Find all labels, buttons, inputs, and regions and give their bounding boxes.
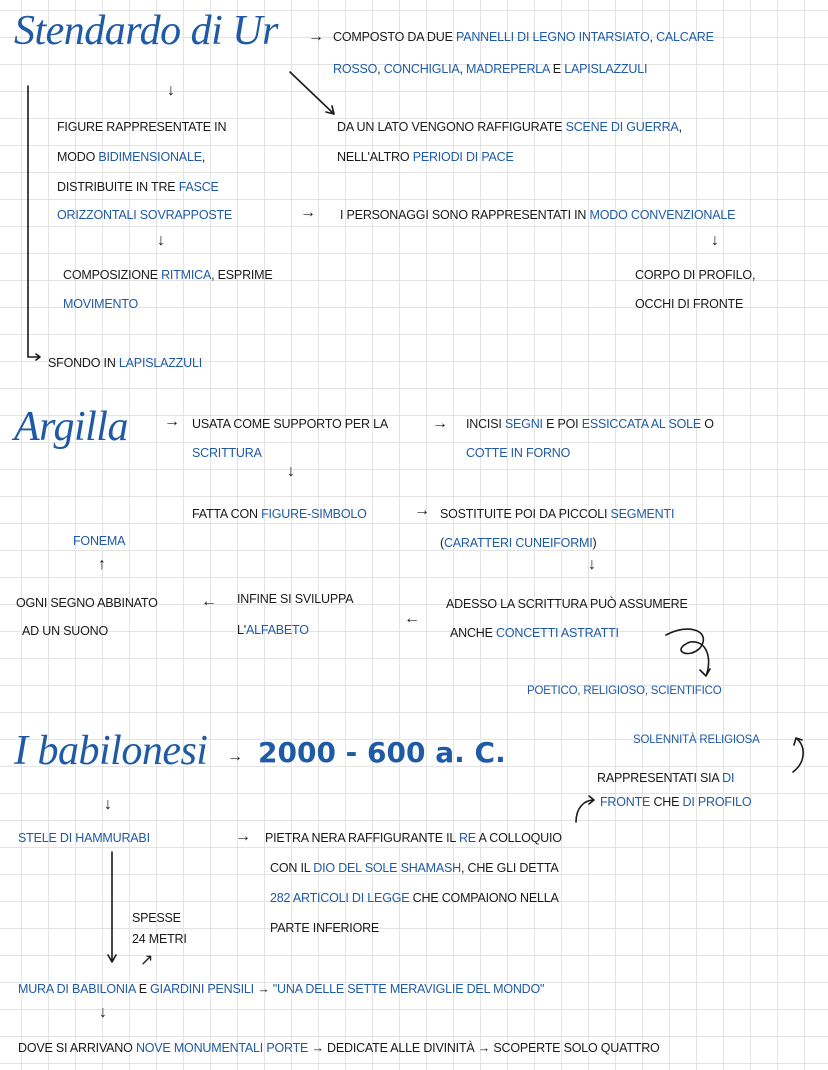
note-text: COMPOSTO DA DUE: [333, 30, 456, 44]
highlighted-text: "UNA DELLE SETTE MERAVIGLIE DEL MONDO": [272, 982, 545, 996]
note-line-s3-spesse1: [132, 911, 181, 926]
arrow-right-icon: →: [235, 828, 251, 845]
note-line-s2-adesso2: [450, 626, 619, 641]
note-text: ,: [377, 62, 384, 76]
note-text: , CHE GLI DETTA: [460, 861, 559, 875]
highlighted-text: BIDIMENSIONALE: [98, 150, 202, 164]
note-text: PIETRA NERA RAFFIGURANTE IL: [265, 831, 459, 845]
note-text: SPESSE: [132, 911, 181, 925]
note-text: FIGURE RAPPRESENTATE IN: [57, 120, 227, 134]
note-text: L': [237, 623, 246, 637]
note-line-s1-lato2: [337, 150, 514, 165]
note-text: DOVE SI ARRIVANO: [18, 1041, 136, 1055]
note-line-s2-ogni2: [22, 624, 108, 639]
arrow-left-icon: ←: [404, 610, 420, 627]
note-line-s1-lato1: [337, 120, 682, 135]
highlighted-text: POETICO, RELIGIOSO, SCIENTIFICO: [527, 685, 722, 697]
note-line-s3-rapp1: [597, 771, 734, 786]
note-line-s1-comp2: [333, 62, 647, 77]
note-text: 24 METRI: [132, 932, 187, 946]
highlighted-text: SOLENNITÀ RELIGIOSA: [633, 734, 760, 746]
highlighted-text: PANNELLI DI LEGNO INTARSIATO: [455, 30, 650, 44]
arrow-down-icon: ↓: [287, 463, 295, 480]
note-line-s3-spesse2: [132, 932, 187, 947]
note-text: ,: [201, 150, 206, 164]
arrow-right-icon: →: [300, 204, 316, 221]
note-text: ANCHE: [450, 626, 497, 640]
note-text: CHE COMPAIONO NELLA: [409, 891, 559, 905]
arrow-right-icon: →: [414, 502, 430, 519]
highlighted-text: FRONTE: [600, 795, 651, 809]
arrow-left-icon: ←: [201, 593, 217, 610]
note-line-s2-infine2: [237, 623, 309, 638]
note-line-s1-comp1: [333, 30, 714, 45]
note-text: ): [592, 536, 597, 550]
note-line-s3-pietra4: [270, 921, 379, 936]
note-line-s2-poetico: [527, 684, 721, 699]
arrow-down-icon: ↓: [104, 796, 112, 813]
note-text: MODO: [57, 150, 99, 164]
note-line-s2-adesso1: [446, 597, 688, 612]
note-line-s1-fig1: [57, 120, 226, 135]
note-line-s2-fatta: [192, 507, 367, 522]
note-line-s3-pietra3: [270, 891, 559, 906]
note-line-s2-sost1: [440, 507, 674, 522]
highlighted-text: ALFABETO: [245, 623, 309, 637]
date-range: 2000 - 600 a. C.: [258, 736, 506, 769]
arrow-right-icon: →: [308, 28, 324, 45]
note-line-s3-mura: [18, 982, 544, 997]
note-text: USATA COME SUPPORTO PER LA: [192, 417, 389, 431]
highlighted-text: GIARDINI PENSILI: [150, 982, 254, 996]
note-text: INFINE SI SVILUPPA: [237, 592, 354, 606]
highlighted-text: SHAMASH: [400, 861, 461, 875]
highlighted-text: MADREPERLA: [466, 62, 550, 76]
arrow-upright-icon: ↗: [140, 952, 154, 969]
note-line-s1-comp-r2: [63, 297, 138, 312]
curved-arrow-icon: [576, 796, 594, 822]
highlighted-text: FONEMA: [73, 534, 126, 548]
long-down-arrow-icon: [108, 852, 116, 962]
highlighted-text: MODO CONVENZIONALE: [589, 208, 736, 222]
title-stendardo-di-ur: Stendardo di Ur: [14, 8, 278, 54]
highlighted-text: DIO DEL SOLE: [313, 861, 398, 875]
highlighted-text: NOVE MONUMENTALI PORTE: [135, 1041, 309, 1055]
highlighted-text: CONCETTI ASTRATTI: [496, 626, 619, 640]
highlighted-text: CONCHIGLIA: [383, 62, 460, 76]
highlighted-text: MOVIMENTO: [63, 297, 139, 311]
highlighted-text: ORIZZONTALI SOVRAPPOSTE: [57, 208, 233, 222]
note-line-s1-corpo2: [635, 297, 743, 312]
note-line-s2-incisi1: [466, 417, 714, 432]
diagonal-arrow-icon: [290, 72, 334, 114]
note-line-s1-comp-r1: [63, 268, 273, 283]
note-line-s2-incisi2: [466, 446, 570, 461]
note-line-s3-solenn: [633, 733, 760, 748]
note-line-s1-pers: [340, 208, 735, 223]
note-text: INCISI: [466, 417, 505, 431]
note-line-s1-corpo1: [635, 268, 755, 283]
note-text: OGNI SEGNO ABBINATO: [16, 596, 158, 610]
highlighted-text: PERIODI DI PACE: [412, 150, 514, 164]
arrow-down-icon: ↓: [588, 556, 596, 573]
highlighted-text: COTTE IN FORNO: [466, 446, 571, 460]
note-text: CON IL: [270, 861, 314, 875]
note-text: E: [135, 982, 151, 996]
note-line-s3-stele: [18, 831, 150, 846]
note-text: SFONDO IN: [48, 356, 119, 370]
note-line-s1-fig4: [57, 208, 232, 223]
note-line-s2-sost2: [440, 536, 596, 551]
arrow-down-icon: ↓: [167, 82, 175, 99]
highlighted-text: MURA DI BABILONIA: [18, 982, 136, 996]
note-text: NELL'ALTRO: [337, 150, 413, 164]
note-line-s3-rapp2: [600, 795, 751, 810]
highlighted-text: DI: [722, 771, 735, 785]
note-line-s2-ogni1: [16, 596, 158, 611]
note-text: E POI: [542, 417, 582, 431]
note-text: OCCHI DI FRONTE: [635, 297, 744, 311]
highlighted-text: CARATTERI CUNEIFORMI: [443, 536, 593, 550]
note-text: ,: [649, 30, 657, 44]
note-line-s2-usata1: [192, 417, 388, 432]
note-text: CHE: [650, 795, 683, 809]
note-text: ADESSO LA SCRITTURA PUÒ ASSUMERE: [446, 597, 688, 611]
highlighted-text: STELE DI HAMMURABI: [18, 831, 150, 845]
highlighted-text: 282 ARTICOLI DI LEGGE: [270, 891, 410, 905]
curly-arrow-icon: [666, 629, 710, 676]
note-text: , ESPRIME: [211, 268, 273, 282]
highlighted-text: SEGNI: [504, 417, 543, 431]
highlighted-text: RITMICA: [161, 268, 212, 282]
note-text: CORPO DI PROFILO,: [635, 268, 756, 282]
curved-arrow-icon: [793, 738, 803, 772]
highlighted-text: LAPISLAZZULI: [118, 356, 202, 370]
title-babilonesi: I babilonesi: [14, 728, 208, 774]
highlighted-text: ESSICCATA AL SOLE: [581, 417, 702, 431]
highlighted-text: LAPISLAZZULI: [564, 62, 648, 76]
note-line-s2-fonema: [73, 534, 125, 549]
highlighted-text: SCENE DI GUERRA: [565, 120, 679, 134]
note-text: →: [253, 982, 273, 996]
note-text: A COLLOQUIO: [475, 831, 562, 845]
highlighted-text: FASCE: [178, 180, 219, 194]
note-line-s3-dove: [18, 1041, 660, 1056]
note-text: DISTRIBUITE IN TRE: [57, 180, 179, 194]
note-text: SOSTITUITE POI DA PICCOLI: [440, 507, 611, 521]
note-text: AD UN SUONO: [22, 624, 109, 638]
highlighted-text: CALCARE: [656, 30, 714, 44]
note-text: → DEDICATE ALLE DIVINITÀ → SCOPERTE SOLO QUATTRO: [308, 1041, 660, 1055]
arrow-right-icon: →: [227, 748, 243, 765]
arrow-right-icon: →: [164, 413, 180, 430]
note-text: I PERSONAGGI SONO RAPPRESENTATI IN: [340, 208, 590, 222]
note-text: DA UN LATO VENGONO RAFFIGURATE: [337, 120, 566, 134]
note-text: FATTA CON: [192, 507, 262, 521]
bracket-arrow-icon: [28, 86, 40, 360]
highlighted-text: ROSSO: [333, 62, 378, 76]
note-line-s1-fig3: [57, 180, 219, 195]
highlighted-text: RE: [458, 831, 476, 845]
note-text: (: [440, 536, 444, 550]
note-line-s1-sfondo: [48, 356, 202, 371]
note-line-s2-usata2: [192, 446, 262, 461]
arrow-down-icon: ↓: [157, 232, 165, 249]
note-line-s1-fig2: [57, 150, 205, 165]
note-text: E: [549, 62, 565, 76]
title-argilla: Argilla: [14, 404, 128, 450]
arrow-right-icon: →: [432, 415, 448, 432]
note-text: ,: [459, 62, 467, 76]
highlighted-text: SCRITTURA: [192, 446, 262, 460]
note-line-s3-pietra2: [270, 861, 558, 876]
highlighted-text: DI PROFILO: [682, 795, 752, 809]
note-line-s2-infine1: [237, 592, 353, 607]
note-text: RAPPRESENTATI SIA: [597, 771, 723, 785]
note-text: O: [701, 417, 714, 431]
note-text: PARTE INFERIORE: [270, 921, 380, 935]
note-text: COMPOSIZIONE: [63, 268, 162, 282]
arrow-down-icon: ↓: [711, 232, 719, 249]
arrow-up-icon: ↑: [98, 556, 106, 573]
arrow-down-icon: ↓: [99, 1004, 107, 1021]
note-text: ,: [678, 120, 682, 134]
highlighted-text: FIGURE-SIMBOLO: [261, 507, 367, 521]
highlighted-text: SEGMENTI: [610, 507, 675, 521]
note-line-s3-pietra1: [265, 831, 562, 846]
